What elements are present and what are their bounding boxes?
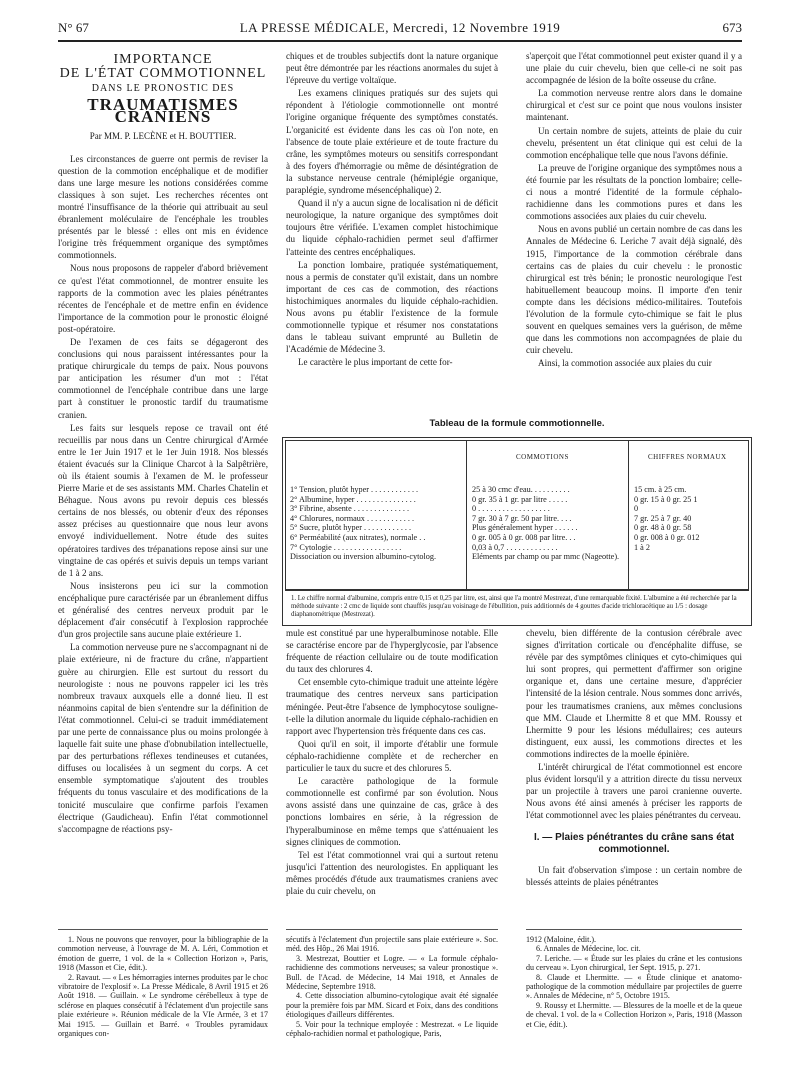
paragraph: Un fait d'observation s'impose : un certain nombre de blessés atteints de plaies pénétrantes <box>526 864 742 887</box>
paragraph: Les circonstances de guerre ont permis de reviser la question de la commotion encéphalique et de modifier dans une large mesure les notions considérées comme classiques à son sujet. Les recherches récentes ont montré l'insuffisance de la théorie qui attribuait au seul ébranlement moléculaire de l'encéphale les troubles présentés par le blessé : elles ont mis en évidence l'origine très fréquemment organique des symptômes commotionnels. <box>58 153 268 261</box>
paragraph: La commotion nerveuse pure ne s'accompagnant ni de plaie extérieure, ni de fracture du crâne, n'appartient guère au chirurgien. Elle est surtout du ressort du neurologiste : nous ne pouvons rappeler ici les très nombreux travaux auxquels elle a donné lieu. Il est néanmoins capital de bien s'entendre sur la définition de l'état commotionnel. Celui-ci se traduit immédiatement par une perte de connaissance plus ou moins prolongée à laquelle fait suite une phase d'obnubilation intellectuelle, par des perturbations réflexes tendineuses et cutanées, diffuses ou localisées à un segment du corps. A cet ensemble symptomatique s'ajoutent des troubles fréquents du tonus vasculaire et des modifications de la tonicité musculaire que confirme parfois l'examen électrique (Gaudicheau). Enfin l'état commotionnel s'accompagne de réactions psy- <box>58 642 268 834</box>
column-header-commotions: COMMOTIONS <box>516 453 569 461</box>
paragraph: Quand il n'y a aucun signe de localisation ni de déficit neurologique, la nature organique des symptômes doit toujours être vérifiée. L'examen complet histochimique du liquide céphalo-rachidien permet seul d'affirmer l'atteinte des centres encéphaliques. <box>286 198 498 257</box>
issue-number: N° 67 <box>58 20 89 35</box>
footnote: 8. Claude et Lhermitte. — « Étude clinique et anatomo-pathologique de la commotion médullaire par projectiles de guerre ». Annales de Médecine, n° 5, Octobre 1915. <box>526 972 742 1001</box>
table-cell: 0,03 à 0,7 . . . . . . . . . . . . . <box>472 542 558 552</box>
paragraph: Nous insisterons peu ici sur la commotion encéphalique pure caractérisée par un ébranlement diffus et généralisé des centres nerveux produit par le déplacement d'air consécutif à l'explosion rapprochée d'un gros projectile sans aucune plaie extérieure 1. <box>58 580 268 640</box>
paragraph: Les examens cliniques pratiqués sur des sujets qui répondent à l'étiologie commotionnelle ont montré l'origine organique fréquente des symptômes constatés. L'organicité est évidente dans les cas où l'on note, en l'absence de toute plaie extérieure et de toute fracture du crâne, les symptômes moteurs ou sensitifs correspondant à des foyers d'hémorragie ou même de désintégration de la substance nerveuse centrale (hémiplégie organique, paraplégie, syndrome mésencéphalique) 2. <box>286 88 498 196</box>
title-line-1: IMPORTANCE <box>113 52 213 67</box>
table-cell: 7 gr. 25 à 7 gr. 40 <box>634 513 692 523</box>
table-cell: 3° Fibrine, absente . . . . . . . . . . . . . . <box>290 504 410 514</box>
paragraph: Les faits sur lesquels repose ce travail ont été recueillis par nous dans un Centre chirurgical d'Armée entre le 1er Juin 1917 et le 1er Juin 1918. Nos blessés étaient évacués sur la Clinique Charcot à la Salpêtrière, où ils étaient soumis à l'examen de M. le professeur Pierre Marie et de ses assistants MM. Charles Chatelin et Béhague. Nous avons pu revoir depuis ces blessés certains de nos blessés, ou obtenir d'eux des réponses assez précises au questionnaire que nous leur avons envoyé individuellement. Notre étude des suites opératoires tardives des trépanations repose ainsi sur une vingtaine de cas opérés et suivis depuis un temps variant de 1 à 2 ans. <box>58 422 268 578</box>
table-col-normal <box>634 485 750 552</box>
table-cell: 2° Albumine, hyper . . . . . . . . . . . . . . . <box>290 494 416 504</box>
table-cell: 15 cm. à 25 cm. <box>634 485 687 494</box>
footnote-rule <box>58 929 268 930</box>
title-line-3: DANS LE PRONOSTIC DES <box>91 83 235 95</box>
footnotes-column-1 <box>58 935 268 1038</box>
column-2-bottom <box>286 627 498 898</box>
paragraph: De l'examen de ces faits se dégageront des conclusions qui nous paraissent intéressantes pour la pratique chirurgicale du temps de paix. Nous pouvons par anticipation les résumer d'un mot : l'état commotionnel de l'encéphale contribue dans une large part à constituer le pronostic tardif du traumatisme cranien. <box>58 336 268 420</box>
column-2-top <box>286 50 498 369</box>
footnote-rule <box>526 929 742 930</box>
table-cell: Dissociation ou inversion albumino-cytolog. <box>290 552 436 562</box>
table-title: Tableau de la formule commotionnelle. <box>429 418 605 429</box>
paragraph: Le caractère le plus important de cette for- <box>298 357 453 368</box>
column-3-top <box>526 50 742 370</box>
table-cell: 7 gr. 30 à 7 gr. 50 par litre. . . . <box>472 513 572 523</box>
footnote: 4. Cette dissociation albumino-cytologique avait été signalée pour la première fois par MM. Sicard et Foix, dans des conditions étiologiques d'ailleurs différentes. <box>286 991 498 1020</box>
paragraph: Nous nous proposons de rappeler d'abord brièvement ce qu'est l'état commotionnel, de montrer ensuite les rapports de la commotion avec les plaies pénétrantes récentes de l'encéphale et de mettre enfin en évidence l'importance de la commotion pour le pronostic éloigné post-opératoire. <box>58 263 268 334</box>
paragraph: mule est constitué par une hyperalbuminose notable. Elle se caractérise encore par de l'hyperglycosie, par l'absence fréquente de réaction cellulaire ou de toute modification du taux des chlorures 4. <box>286 628 498 675</box>
table-cell: 0 . . . . . . . . . . . . . . . . . . <box>472 504 550 514</box>
paragraph: Tel est l'état commotionnel vrai qui a surtout retenu jusqu'ici l'attention des neurologistes. En appliquant les mêmes procédés d'étude aux traumatismes craniens avec plaie du cuir chevelu, on <box>286 849 498 896</box>
table-cell: 0 gr. 005 à 0 gr. 008 par litre. . . <box>472 532 576 542</box>
paragraph: Un certain nombre de sujets, atteints de plaie du cuir chevelu, présentent un état clinique qui est celui de la commotion encéphalique telle que nous l'avons définie. <box>526 125 742 160</box>
column-header-normal: CHIFFRES NORMAUX <box>648 453 727 461</box>
paragraph: L'intérêt chirurgical de l'état commotionnel est encore plus évident lorsqu'il y a attrition directe du tissu nerveux par un projectile à travers une paroi cranienne ouverte. Nous avons été ainsi amenés à préciser les rapports de l'état commotionnel avec les plaies pénétrantes du cerveau. <box>526 762 742 821</box>
table-cell: 1 à 2 <box>634 542 650 552</box>
footnote: 1912 (Maloine, édit.). <box>526 935 596 944</box>
table-cell: 6° Perméabilité (aux nitrates), normale . . <box>290 532 426 542</box>
paragraph: La commotion nerveuse rentre alors dans le domaine chirurgical et c'est sur ce point que nous voulons insister maintenant. <box>526 88 742 123</box>
table-body <box>285 440 749 590</box>
table-cell: 0 <box>634 504 639 514</box>
table-note: 1. Le chiffre normal d'albumine, compris entre 0,15 et 0,25 par litre, est, ainsi que l'a montré Mestrezat, d'une remarquable fixité. L'albumine a été recherchée par la méthode suivante : 2 cmc de liquide sont chauffés jusqu'au voisinage de l'ébullition, puis additionnés de 4 gouttes d'acide trichloracétique au 1/5 : dosage diaphanométrique (Mestrezat). <box>285 590 749 623</box>
page-number: 673 <box>722 20 742 35</box>
running-header <box>58 18 742 42</box>
table-cell: 5° Sucre, plutôt hyper . . . . . . . . . . . . <box>290 523 412 533</box>
footnotes-column-2 <box>286 935 498 1038</box>
footnote: 5. Voir pour la technique employée : Mestrezat. « Le liquide céphalo-rachidien normal et pathologique, Paris, <box>286 1019 498 1039</box>
footnote: 2. Ravaut. — « Les hémorragies internes produites par le choc vibratoire de l'explosif ». La Presse Médicale, 8 Avril 1915 et 26 Août 1918. — Guillain. « Le syndrome cérébelleux à type de sclérose en plaques consécutif à l'éclatement d'un projectile sans plaie extérieure ». Réunion médicale de la VIe Armée, 3 et 17 Mai 1915. — Guillain et Barré. « Troubles pyramidaux organiques con- <box>58 972 268 1039</box>
column-1 <box>58 50 268 836</box>
table-col-labels <box>290 485 462 562</box>
title-line-2: DE L'ÉTAT COMMOTIONNEL <box>59 66 267 82</box>
paragraph: La preuve de l'origine organique des symptômes nous a été fournie par les résultats de la ponction lombaire; celle-ci nous a montré l'identité de la formule céphalo-rachidienne dans les commotions pures et dans les commotions associées aux plaies du cuir chevelu. <box>526 162 742 222</box>
article-title <box>58 52 268 127</box>
table-cell: 0 gr. 35 à 1 gr. par litre . . . . . <box>472 494 568 504</box>
table-rows <box>286 441 748 589</box>
paragraph: Ainsi, la commotion associée aux plaies du cuir <box>538 358 712 369</box>
footnote: 3. Mestrezat, Bouttier et Logre. — « La formule céphalo-rachidienne des commotions nerveuses; sa valeur pronostique ». Bull. de l'Acad. de Médecine, 14 Mai 1918, et Annales de Médecine, Septembre 1918. <box>286 953 498 992</box>
journal-title: LA PRESSE MÉDICALE, Mercredi, 12 Novembre 1919 <box>239 20 561 35</box>
table-cell: 0 gr. 008 à 0 gr. 012 <box>634 532 700 542</box>
title-line-4: TRAUMATISMES CRANIENS <box>87 95 239 127</box>
footnote-rule <box>286 929 498 930</box>
footnote: 1. Nous ne pouvons que renvoyer, pour la bibliographie de la commotion nerveuse, à l'ouvrage de M. A. Léri, Commotion et émotion de guerre, 1 vol. de la « Collection Horizon », Paris, 1918 (Masson et Cie, édit.). <box>58 935 268 973</box>
table-cell: 1° Tension, plutôt hyper . . . . . . . . . . . . <box>290 485 419 494</box>
table-cell: 0 gr. 48 à 0 gr. 58 <box>634 523 692 533</box>
paragraph: La ponction lombaire, pratiquée systématiquement, nous a permis de constater qu'il existait, dans un nombre important de ces cas de commotion, des réactions histochimiques anormales du liquide céphalo-rachidien. Nous avons pu établir l'existence de la formule commotionnelle typique et résumer nos constatations dans le tableau suivant emprunté au Bulletin de l'Académie de Médecine 3. <box>286 259 498 355</box>
table-cell: 7° Cytologie . . . . . . . . . . . . . . . . . <box>290 542 402 552</box>
table-frame <box>282 437 752 626</box>
footnotes-column-3 <box>526 935 742 1029</box>
table-cell: 25 à 30 cmc d'eau. . . . . . . . . . <box>472 485 570 494</box>
paragraph: Quoi qu'il en soit, il importe d'établir une formule céphalo-rachidienne complète et de rechercher en particulier le taux du sucre et des chlorures 5. <box>286 738 498 774</box>
cyto-chemical-table <box>282 418 752 626</box>
table-cell: 0 gr. 15 à 0 gr. 25 1 <box>634 494 698 504</box>
footnote: sécutifs à l'éclatement d'un projectile sans plaie extérieure ». Soc. méd. des Hôp., 26 Mai 1916. <box>286 935 498 954</box>
table-cell: Eléments par champ ou par mmc (Nageotte). <box>472 552 620 562</box>
paragraph: s'aperçoit que l'état commotionnel peut exister quand il y a une plaie du cuir chevelu, bien que celle-ci ne soit pas accompagnée de lésion de la boîte osseuse du crâne. <box>526 51 742 86</box>
paragraph: chevelu, bien différente de la contusion cérébrale avec signes d'irritation corticale ou d'encéphalite diffuse, se révèle par des symptômes cliniques et cyto-chimiques qui lui sont propres, qui permettent d'affirmer son origine organique et, dans une certaine mesure, d'apprécier l'intensité de la lésion centrale. Nous sommes donc arrivés, pour les traumatismes craniens, aux mêmes conclusions que MM. Claude et Lhermitte 8 et que MM. Roussy et Lhermitte 9 pour les lésions médullaires; ces auteurs distinguent, eux aussi, les commotions directes et les commotions indirectes de la moelle épinière. <box>526 628 742 759</box>
footnote: 9. Roussy et Lhermitte. — Blessures de la moelle et de la queue de cheval. 1 vol. de la « Collection Horizon », Paris, 1918 (Masson et Cie, édit.). <box>526 1000 742 1029</box>
table-cell: Plus généralement hyper . . . . . . <box>472 523 578 533</box>
column-3-bottom <box>526 627 742 889</box>
footnote: 7. Leriche. — « Étude sur les plaies du crâne et les contusions du cerveau ». Lyon chirurgical, 1er Sept. 1915, p. 271. <box>526 953 742 973</box>
footnote: 6. Annales de Médecine, loc. cit. <box>536 944 641 954</box>
table-cell: 4° Chlorures, normaux . . . . . . . . . . . . <box>290 513 415 523</box>
paragraph: Nous en avons publié un certain nombre de cas dans les Annales de Médecine 6. Leriche 7 avait déjà signalé, dès 1915, l'importance de la commotion cérébrale dans certains cas de plaies du cuir chevelu : le pronostic chirurgical est très bénin; le pronostic neurologique l'est habituellement beaucoup moins. Il importe d'en tenir compte dans les décisions médico-militaires. Toutefois l'évolution de la formule cyto-chimique se fait le plus souvent en quelques semaines vers la guérison, de même que dans les commotions non accompagnées de plaie du cuir chevelu. <box>526 224 742 356</box>
table-col-commotions <box>472 485 622 562</box>
paragraph: Cet ensemble cyto-chimique traduit une atteinte légère traumatique des centres nerveux sans participation méningée. Peut-être l'absence de lymphocytose souligne-t-elle la dilution anormale du liquide céphalo-rachidien en rapport avec l'hypertension très fréquente dans ces cas. <box>286 677 498 736</box>
authors: Par MM. P. LECÈNE et H. BOUTTIER. <box>89 131 237 142</box>
paragraph: chiques et de troubles subjectifs dont la nature organique peut être démontrée par les réactions anormales du sujet à l'épreuve du vertige voltaïque. <box>286 51 498 86</box>
section-heading: I. — Plaies pénétrantes du crâne sans état commotionnel. <box>533 831 735 855</box>
paragraph: Le caractère pathologique de la formule commotionnelle est confirmé par son évolution. Nous avons assisté dans une quinzaine de cas, grâce à des ponctions lombaires en série, à la régression de l'hyperalbuminose en même temps que s'atténuaient les signes cliniques de commotion. <box>286 776 498 847</box>
